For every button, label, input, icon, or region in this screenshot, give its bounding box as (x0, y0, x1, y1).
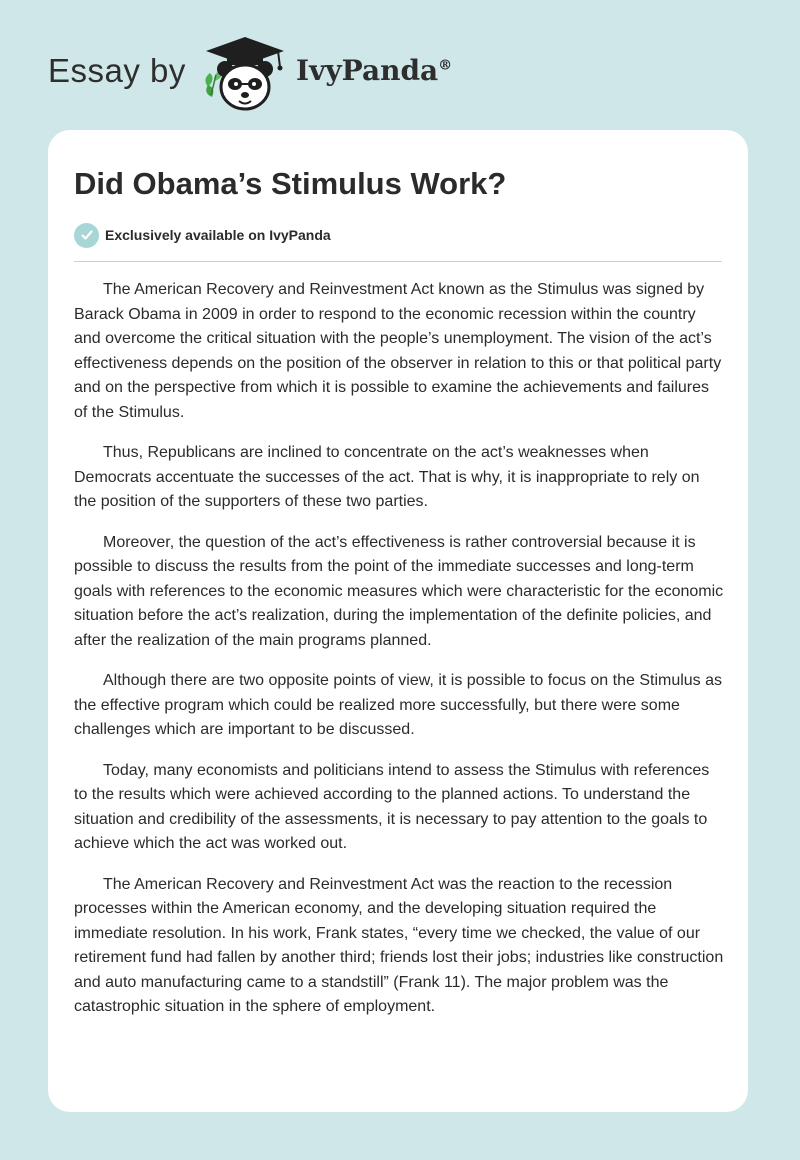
article-body (74, 278, 726, 1036)
article-card (48, 130, 748, 1112)
exclusive-label: Exclusively available on IvyPanda (105, 227, 331, 243)
paragraph: Today, many economists and politicians intend to assess the Stimulus with references to the results which were achieved according to the planned actions. To understand the situation and credibility of the assessments, it is necessary to pay attention to the goals to achieve which the act was worked out. (74, 761, 710, 852)
paragraph: The American Recovery and Reinvestment Act was the reaction to the recession processes within the American economy, and the developing situation required the immediate resolution. In his work, Frank states, “every time we checked, the value of our retirement fund had fallen by another third; friends lost their jobs; industries like construction and auto manufacturing came to a standstill” (Frank 11). The major problem was the catastrophic situation in the sphere of employment. (74, 875, 724, 1015)
brand-text: IvyPanda (296, 54, 439, 87)
exclusive-badge (74, 222, 331, 248)
paragraph: Thus, Republicans are inclined to concentrate on the act’s weaknesses when Democrats accentuate the successes of the act. That is why, it is inappropriate to rely on the position of the supporters of these two parties. (74, 444, 700, 510)
paragraph: Moreover, the question of the act’s effectiveness is rather controversial because it is possible to discuss the results from the point of the immediate successes and long-term goals with references to the economic measures which were characteristic for the economic situation before the act’s realization, during the implementation of the definite policies, and after the realization of the main programs planned. (74, 533, 724, 649)
paragraph: The American Recovery and Reinvestment Act known as the Stimulus was signed by Barack Obama in 2009 in order to respond to the economic recession within the country and overcome the critical situation with the people’s unemployment. The vision of the act’s effectiveness depends on the position of the observer in relation to this or that political party and on the perspective from which it is possible to examine the achievements and failures of the Stimulus. (74, 281, 722, 421)
divider (74, 261, 722, 262)
page-title: Did Obama’s Stimulus Work? (74, 166, 507, 201)
site-header (48, 30, 548, 120)
registered-mark: ® (438, 57, 453, 74)
panda-logo-icon[interactable] (200, 35, 290, 115)
essay-by-label: Essay by (48, 52, 186, 89)
brand-name[interactable] (296, 54, 452, 87)
paragraph: Although there are two opposite points of view, it is possible to focus on the Stimulus as the effective program which could be realized more successfully, but there were some challenges which are important to be discussed. (74, 672, 723, 738)
check-icon (74, 223, 99, 248)
